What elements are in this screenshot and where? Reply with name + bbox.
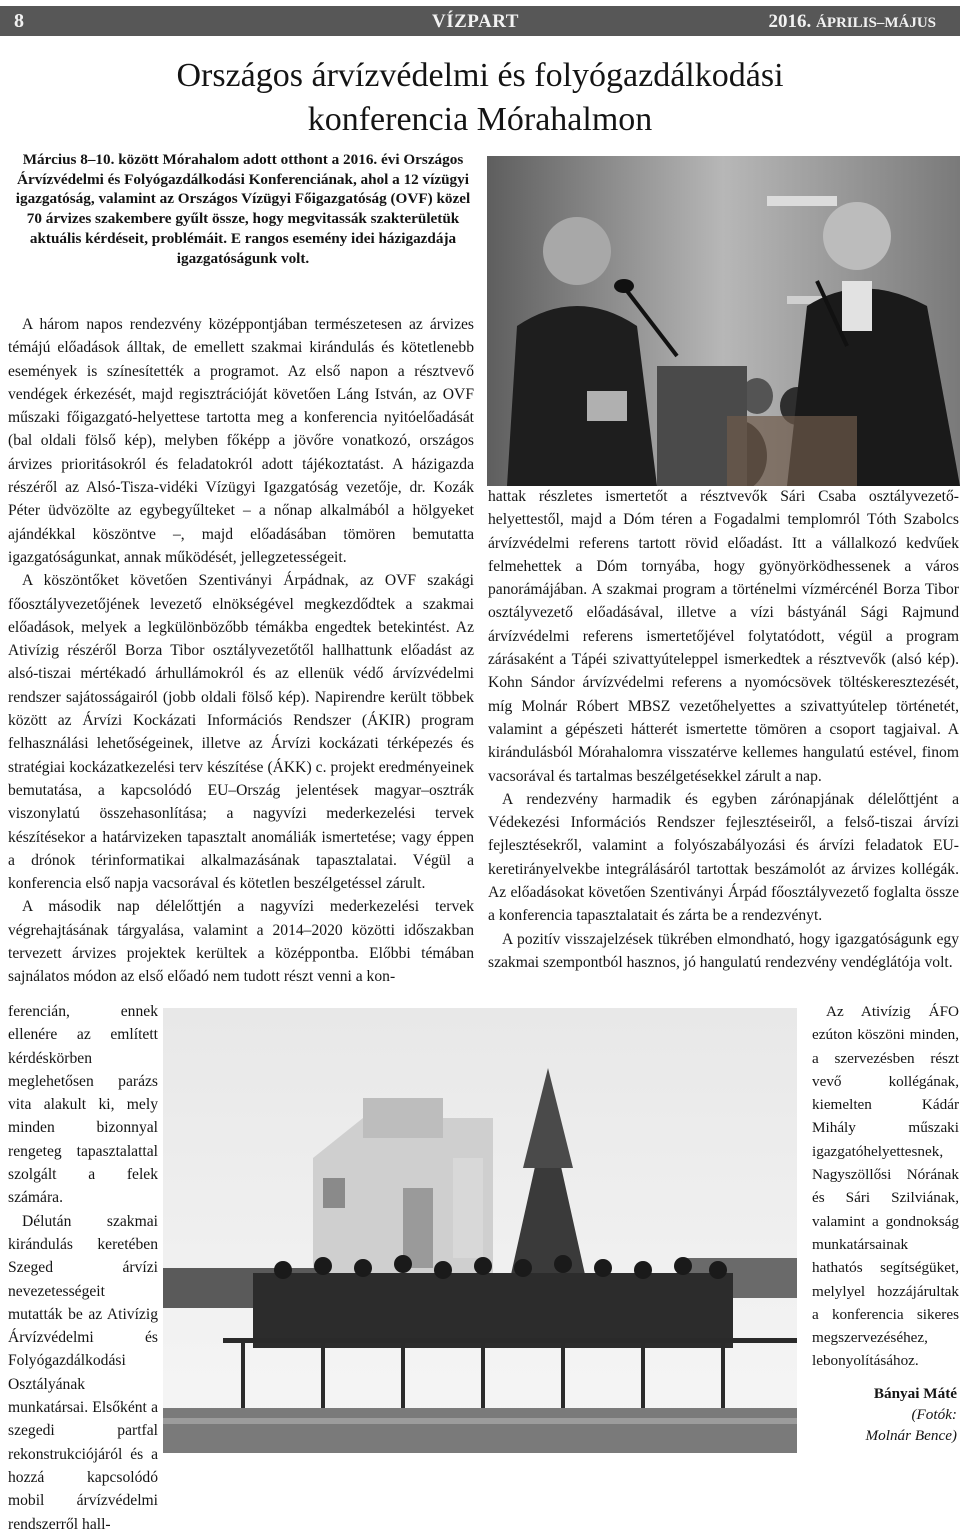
author-name: Bányai Máté (873, 1385, 957, 1402)
paragraph: A három napos rendezvény középpontjában természetesen az árvizes témájú előadások álltak, de emellett szakmai kirándulás és kötetlenebb események is színesítették a programot. Az első napon a résztvevő vendégek érkezését, majd regisztrációját követően Láng István, az OVF műszaki főigazgató-helyettese tartotta meg a konferencia nyitóelőadását (bal oldali fölső kép), melyben főképp a jövőre vonatkozó, országos árvizes prioritásokról és feladatokról adott tájékoztatást. A házigazda részéről az Alsó-Tisza-vidéki Vízügyi Igazgatóság vezetője, dr. Kozák Péter üdvözölte az egybegyűlteket – a nőnap alkalmából a hölgyeket ajándékkal köszöntve –, majd előadásában tömören bemutatta igazgatóságunkat, annak működését, jellegzetességeit. (8, 316, 474, 566)
photo-credit-line-1: (Fotók: (911, 1406, 957, 1423)
magazine-name: VÍZPART (432, 11, 519, 32)
acknowledgement: Az Ativízig ÁFO ezúton köszöni minden, a szervezésben részt vevő kollégának, kiemelten Kádár Mihály műszaki igazgatóhelyettesnek, Nagyszöllősi Nórának és Sári Szilviának, valamint a gondnokság munkatársainak hathatós segítségüket, melylyel hozzájárultak a konferencia sikeres megszervezéséhez, lebonyolításához. (812, 1003, 959, 1370)
paragraph: A pozitív visszajelzések tükrében elmondható, hogy igazgatóságunk egy szakmai szempontból hasznos, jó hangulatú rendezvény vendéglátója volt. (488, 930, 959, 971)
issue-year: 2016. (768, 11, 812, 32)
article-title (100, 54, 860, 142)
title-line-2: konferencia Mórahalmon (307, 101, 653, 138)
column-left (8, 313, 474, 989)
issue-months: ÁPRILIS–MÁJUS (815, 15, 936, 31)
article-lead: Március 8–10. között Mórahalom adott otthont a 2016. évi Országos Árvízvédelmi és Folyógazdálkodási Konferenciának, ahol a 12 vízügyi igazgatóság, valamint az Országos Vízügyi Főigazgatóság (OVF) közel 70 árvizes szakembere gyűlt össze, hogy megvitassák szakterületük aktuális kérdéseit, problémáit. E rangos esemény idei házigazdája igazgatóságunk volt. (15, 151, 471, 267)
page-header (0, 6, 960, 36)
byline (865, 1383, 957, 1446)
conference-photo (487, 156, 960, 486)
paragraph: Délután szakmai kirándulás keretében Szeged árvízi nevezetességeit mutatták be az Ativízig Árvízvédelmi és Folyógazdálkodási Osztályának munkatársai. Elsőként a szegedi partfal rekonstrukciójáról és a hozzá kapcsolódó mobil árvízvédelmi rendszerről hall- (8, 1212, 158, 1533)
paragraph: hattak részletes ismertetőt a résztvevők Sári Csaba osztályvezető-helyettestől, majd a Dóm téren a Fogadalmi templomról Tóth Szabolcs árvízvédelmi referens tartott rövid előadást. Itt a vállalkozó kedvűek felmehettek a Dóm tornyába, hogy gyönyörködhessenek a város panorámájában. A szakmai program a történelmi vízmércénél Borza Tibor osztályvezető előadásával, illetve a vízi bástyánál Sági Rajmund árvízvédelmi referens ismertetőjével folytatódott, végül a program zárásaként a Tápéi szivattyúteleppel ismerkedtek a résztvevők (alsó kép). Kohn Sándor árvízvédelmi referens a nyomócsövek töltéskeresztezését, míg Molnár Róbert MBSZ vezetőhelyettes a szivattyútelep történetét, valamint a gépészeti hátterét ismertette tömören a csoport tagjaival. A kirándulásból Mórahalomra visszatérve kellemes hangulatú estével, finom vacsorával és tartalmas beszélgetésekkel zárult a nap. (488, 488, 959, 785)
issue-date (768, 11, 936, 33)
pump-station-photo-image (163, 1008, 797, 1453)
paragraph: A köszöntőket követően Szentiványi Árpádnak, az OVF szakági főosztályvezetőjének levezető elnökségével megkezdődtek a szakmai előadások, melyek a legkülönbözőbb témákba engedtek betekintést. Az Ativízig részéről Borza Tibor osztályvezetőtől hallhattunk előadást az alsó-tiszai mértékadó árhullámokról és az ellenük védő árvízvédelmi rendszer sajátosságairól (jobb oldali fölső kép). Napirendre került többek között az Árvízi Kockázati Információs Rendszer (ÁKIR) program felhasználási lehetőségeinek, illetve az Árvízi kockázati térképezés és stratégiai kockázatkezelési terv készítése (ÁKK) c. projekt eredményeinek bemutatása, a kapcsolódó EU–Ország jelentések magyar–osztrák viszonylatú összehasonlítása; a nagyvízi mederkezelési tervek készítésekor a határvizeken tapasztalt anomáliák ismertetése; vagy éppen a drónok térinformatikai alkalmazásának tapasztalatai. Végül a konferencia első napja vacsorával és kötetlen beszélgetéssel zárult. (8, 572, 474, 893)
photo-credit-line-2: Molnár Bence) (865, 1427, 957, 1444)
paragraph: A második nap délelőttjén a nagyvízi mederkezelési tervek végrehajtásának tárgyalása, valamint a 2014–2020 közötti időszakban tervezett árvizes projektek kerültek a középpontba. Előbbi témában sajnálatos módon az első előadó nem tudott részt venni a kon- (8, 898, 474, 986)
pump-station-photo (163, 1008, 797, 1453)
paragraph: A rendezvény harmadik és egyben zárónapjának délelőttjént a Védekezési Információs Rendszer fejlesztéseiről, a felső-tiszai árvízi fejlesztésekről, valamint a folyószabályozási és árvízi feladatok EU-keretirányelvekbe integrálásáról tartottak beszámolót az árvizes kollégák. Az előadásokat követően Szentiványi Árpád főosztályvezető foglalta össze a konferencia tapasztalatait és zárta be a rendezvényt. (488, 790, 959, 925)
acknowledgement-column (812, 1000, 959, 1373)
column-left-bottom (8, 1000, 158, 1536)
conference-photo-image (487, 156, 960, 486)
title-line-1: Országos árvízvédelmi és folyógazdálkodási (176, 57, 784, 94)
column-right (488, 485, 959, 974)
page-number: 8 (14, 10, 24, 32)
paragraph: ferencián, ennek ellenére az említett kérdéskörben meglehetősen parázs vita alakult ki, mely minden bizonnyal rengeteg tapasztalattal szolgált a felek számára. (8, 1003, 158, 1207)
